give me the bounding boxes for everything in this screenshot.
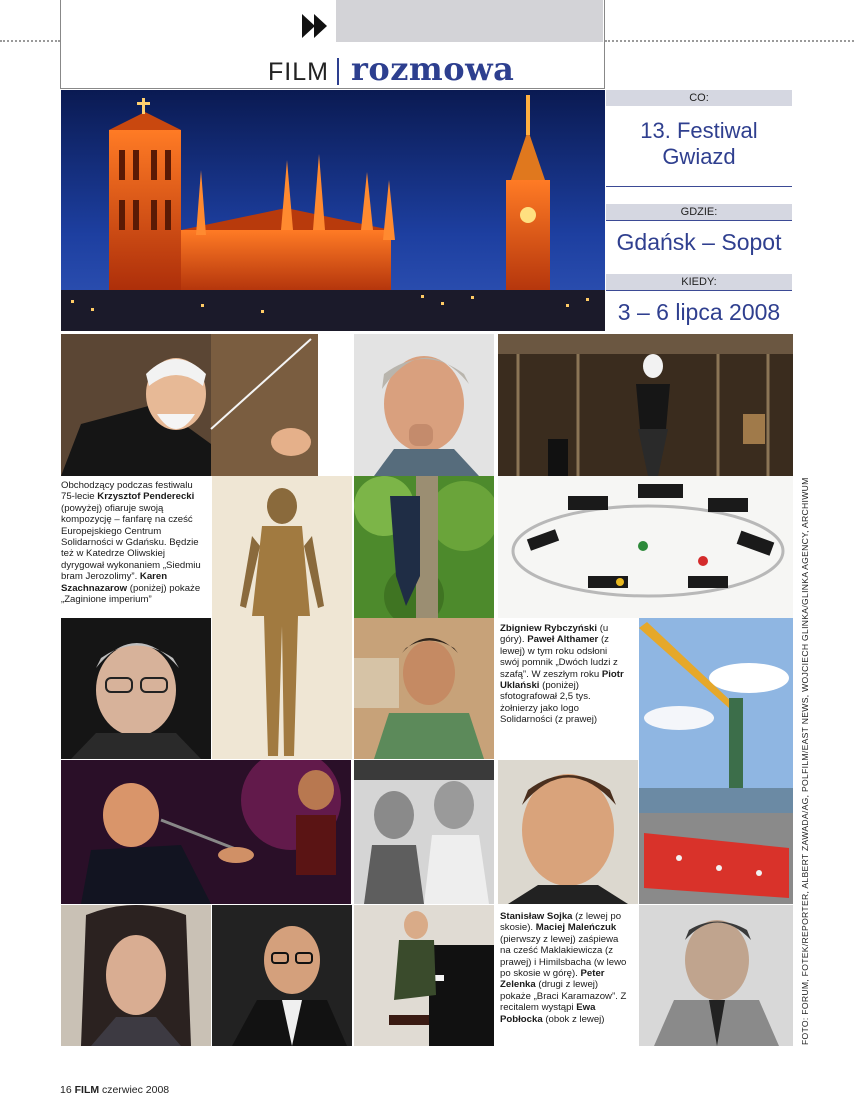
caption-text: (poniżej) pokaże „Zaginione imperium” (61, 582, 201, 606)
info-divider (606, 290, 792, 291)
what-label: CO: (606, 90, 792, 106)
issue-date: czerwiec 2008 (102, 1084, 170, 1096)
festival-info-box (606, 90, 792, 330)
section-label: FILM (268, 58, 329, 86)
dotted-rule-right (605, 40, 854, 42)
photo-althamer (354, 618, 494, 759)
fast-forward-icon (302, 14, 330, 38)
page-number: 16 (60, 1084, 72, 1096)
caption-name: Ewa Pobłocka (500, 1002, 596, 1025)
photo-poblocka-portrait (61, 905, 211, 1046)
photo-credit: FOTO: FORUM, FOTEK/REPORTER, ALBERT ZAWADA/AG, POLFILM/EAST NEWS, WOJCIECH GLINKA/GLINKA AGENCY, ARCHIWUM (800, 477, 810, 1045)
hero-photo-gdansk-night (61, 90, 605, 331)
caption-text: (u góry). (500, 623, 609, 646)
photo-performance-stage (498, 334, 793, 476)
caption-text: (powyżej) ofiaruje swoją kompozycję – fanfarę na cześć Europejskiego Centrum Solidarności w Gdańsku. Będzie też w Katedrze Oliwskiej dyrygował wykonaniem „Siedmiu bram Jerozolimy”. (61, 502, 201, 583)
header-bottom-line (60, 88, 605, 89)
dotted-rule-left (0, 40, 60, 42)
caption-rybczynski (500, 623, 625, 726)
caption-text: Obchodzący podczas festiwalu 75-lecie (61, 480, 193, 503)
caption-text: (z lewej po skosie). (500, 911, 622, 934)
caption-name: Paweł Althamer (527, 634, 599, 646)
caption-name: Zbigniew Rybczyński (500, 623, 598, 634)
photo-gdansk-shipyard (639, 618, 793, 904)
caption-name: Peter Zelenka (500, 968, 605, 991)
where-value: Gdańsk – Sopot (616, 229, 782, 255)
caption-text: (drugi z lewej) pokaże „Braci Karamazow”. Z recitalem wystąpi (500, 979, 627, 1014)
photo-althamer-sculpture (212, 476, 352, 759)
caption-name: Stanisław Sojka (500, 911, 573, 922)
magazine-name: FILM (74, 1084, 100, 1096)
when-label: KIEDY: (606, 274, 792, 290)
photo-sojka-concert (61, 760, 351, 904)
caption-sojka (500, 911, 630, 1025)
what-value: 13. Festiwal Gwiazd (640, 118, 758, 169)
caption-text: (z lewej) w tym roku odsłoni swój pomnik „Dwóch ludzi z szafą”. W zeszłym roku (500, 634, 618, 680)
caption-text: (obok z lewej) (542, 1013, 605, 1025)
photo-szachnazarow (61, 618, 211, 759)
photo-tree-installation (354, 476, 494, 618)
photo-maklakiewicz (639, 905, 793, 1046)
header-border-right (604, 0, 605, 89)
where-label: GDZIE: (606, 204, 792, 220)
caption-text: (pierwszy z lewej) zaśpiewa na cześć Maklakiewicza (z prawej) i Himilsbacha (w lewo po skosie w górę). (500, 933, 627, 980)
page-footer (60, 1084, 169, 1096)
when-value: 3 – 6 lipca 2008 (617, 299, 781, 325)
photo-zelenka-portrait (212, 905, 352, 1046)
header-gray-block (336, 0, 603, 42)
photo-poblocka-piano (354, 905, 494, 1046)
caption-penderecki (61, 480, 207, 605)
photo-rybczynski (354, 334, 494, 476)
info-divider (606, 186, 792, 187)
header-border-left (60, 0, 61, 89)
info-divider (606, 220, 792, 221)
section-title: rozmowa (351, 50, 515, 88)
photo-penderecki-conducting (61, 334, 318, 476)
caption-name: Piotr Uklański (500, 668, 624, 692)
photo-malenczuk-still (354, 760, 494, 904)
caption-name: Krzysztof Penderecki (97, 491, 195, 503)
caption-name: Maciej Maleńczuk (535, 922, 617, 934)
caption-text: (poniżej) sfotografował 2,5 tys. żołnierzy jako logo Solidarności (z prawej) (500, 680, 598, 726)
photo-rybczynski-installation (498, 476, 793, 618)
header-separator (337, 58, 339, 85)
photo-zelenka (498, 760, 638, 904)
caption-name: Karen Szachnazarow (61, 571, 168, 594)
